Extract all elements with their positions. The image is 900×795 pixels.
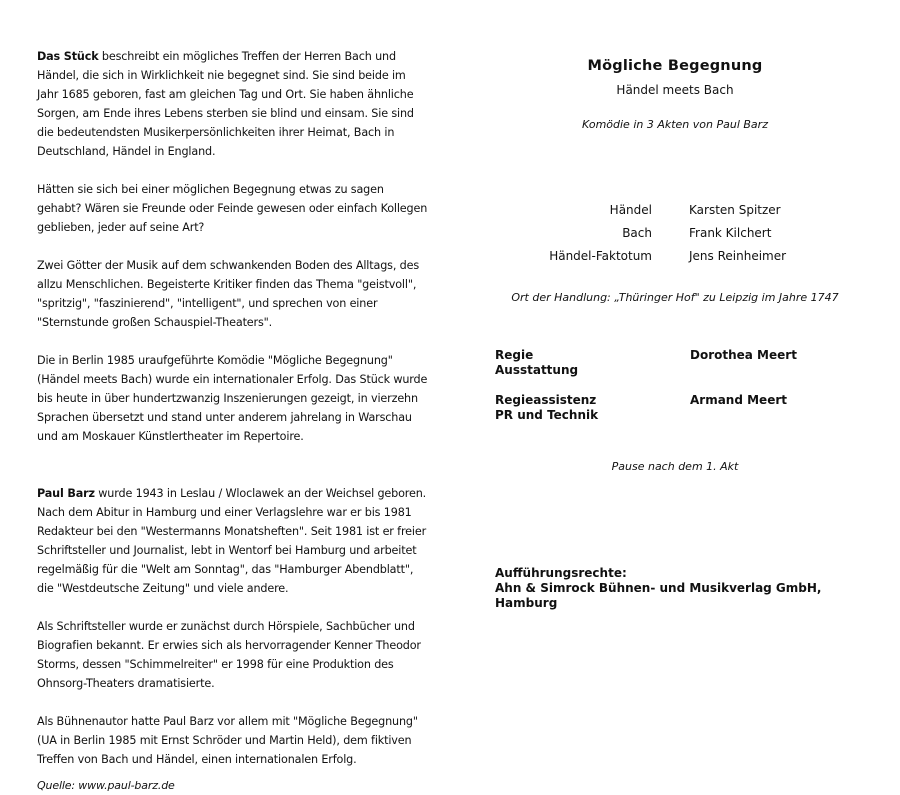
paragraph-question: Hätten sie sich bei einer möglichen Begegnung etwas zu sagen gehabt? Wären sie Freunde oder Feinde gewesen oder einfach Kollegen geblieben, jeder auf seine Art?: [37, 183, 428, 234]
cast-role: Händel: [609, 203, 652, 217]
play-label: Das Stück: [37, 50, 99, 63]
crew-row: [495, 348, 865, 378]
author-name: Paul Barz: [37, 487, 95, 500]
play-subtitle: Händel meets Bach: [616, 83, 734, 97]
paragraph-critics: Zwei Götter der Musik auf dem schwankenden Boden des Alltags, des allzu Menschlichen. Begeisterte Kritiker finden das Thema "geistvoll", "spritzig", "faszinierend", "intelligent", und sprechen von einer "Sternstunde großen Schauspiel-Theaters".: [37, 259, 420, 329]
rights-holder: Ahn & Simrock Bühnen- und Musikverlag GmbH, Hamburg: [495, 581, 822, 610]
crew-name: Armand Meert: [690, 393, 787, 407]
crew-role: PR und Technik: [495, 408, 599, 422]
cast-role: Bach: [622, 226, 652, 240]
paragraph-play: Das Stück beschreibt ein mögliches Treffen der Herren Bach und Händel, die sich in Wirklichkeit nie begegnet sind. Sie sind beide im Jahr 1685 geboren, fast am gleichen Tag und Ort. Sie haben ähnliche Sorgen, am Ende ihres Lebens sterben sie blind und einsam. Sie sind die bedeutendsten Musikerpersönlichkeiten ihrer Heimat, Bach in Deutschland, Händel in England.: [37, 50, 414, 158]
cast-actor: Jens Reinheimer: [689, 249, 787, 263]
program-column: [480, 0, 870, 642]
paragraph-success: Die in Berlin 1985 uraufgeführte Komödie "Mögliche Begegnung" (Händel meets Bach) wurde ein internationaler Erfolg. Das Stück wurde bis heute in über hundertzwanzig Inszenierungen gezeigt, in vierzehn Sprachen übersetzt und stand unter anderem jahrelang in Warschau und am Moskauer Künstlertheater im Repertoire.: [37, 354, 428, 443]
play-title: Mögliche Begegnung: [587, 58, 763, 74]
crew-name: Dorothea Meert: [690, 348, 797, 362]
cast-row: [480, 200, 870, 223]
cast-row: [480, 246, 870, 269]
crew-roles: [495, 348, 690, 378]
crew-role: Regie: [495, 348, 534, 362]
pause-note: Pause nach dem 1. Akt: [611, 460, 739, 473]
paragraph-author-bio: Paul Barz wurde 1943 in Leslau / Wloclawek an der Weichsel geboren. Nach dem Abitur in Hamburg und einer Verlagslehre war er bis 1981 Redakteur bei den "Westermanns Monatsheften". Seit 1981 ist er freier Schriftsteller und Journalist, lebt in Wentorf bei Hamburg und arbeitet regelmäßig für die "Welt am Sonntag", das "Hamburger Abendblatt", die "Westdeutsche Zeitung" und viele andere.: [37, 487, 427, 595]
description-column: [37, 47, 429, 795]
crew-list: [495, 348, 865, 438]
crew-role: Regieassistenz: [495, 393, 597, 407]
source-note: Quelle: www.paul-barz.de: [37, 779, 175, 792]
rights-label: Aufführungsrechte:: [495, 566, 627, 580]
cast-role: Händel-Faktotum: [549, 249, 652, 263]
crew-row: [495, 393, 865, 423]
paragraph-writer: Als Schriftsteller wurde er zunächst durch Hörspiele, Sachbücher und Biografien bekannt. Er erwies sich als hervorragender Kenner Theodor Storms, dessen "Schimmelreiter" er 1998 für eine Produktion des Ohnsorg-Theaters dramatisierte.: [37, 620, 421, 690]
setting-line: Ort der Handlung: „Thüringer Hof" zu Leipzig im Jahre 1747: [511, 291, 839, 304]
rights-block: [495, 566, 870, 611]
crew-roles: [495, 393, 690, 423]
cast-actor: Karsten Spitzer: [689, 203, 781, 217]
cast-row: [480, 223, 870, 246]
paragraph-playwright: Als Bühnenautor hatte Paul Barz vor allem mit "Mögliche Begegnung" (UA in Berlin 1985 mit Ernst Schröder und Martin Held), dem fiktiven Treffen von Bach und Händel, einen internationalen Erfolg.: [37, 715, 418, 766]
crew-role: Ausstattung: [495, 363, 579, 377]
author-line: Komödie in 3 Akten von Paul Barz: [582, 118, 768, 131]
cast-actor: Frank Kilchert: [689, 226, 772, 240]
cast-list: [480, 200, 870, 269]
